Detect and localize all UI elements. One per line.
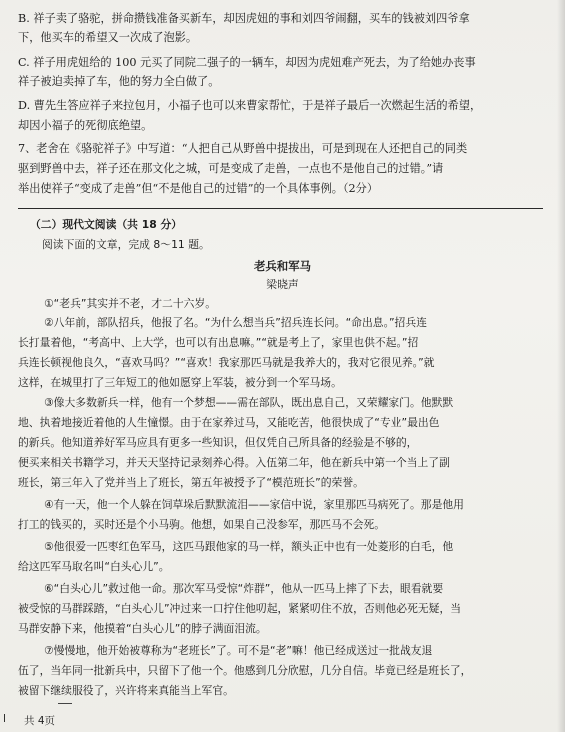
paragraph-line: 给这匹军马取名叫“白头心儿”。: [18, 560, 170, 573]
stray-mark: [58, 703, 72, 704]
paragraph-line: 地、执着地接近着他的人生憧憬。由于在家养过马，又能吃苦，他很快成了“专业”最出色: [18, 416, 440, 429]
paragraph-line: 班长，第三年入了党并当上了班长，第五年被授予了“模范班长”的荣誉。: [18, 476, 364, 489]
paragraph-line: 伍了，当年同一批新兵中，只留下了他一个。他感到几分欣慰，几分自信。毕竟已经是班长了，: [18, 664, 472, 677]
article-author: 梁晓声: [266, 278, 299, 291]
question-7-line-3: 举出使祥子“变成了走兽”但“不是他自己的过错”的一个具体事例。（2分）: [18, 182, 379, 195]
paragraph-line: 的新兵。他知道养好军马应具有更多一些知识，但仅凭自己所具备的经验是不够的，: [18, 436, 418, 449]
section-instruction: 阅读下面的文章，完成 8～11 题。: [42, 238, 210, 251]
paragraph-line: ③像大多数新兵一样，他有一个梦想——需在部队，既出息自己，又荣耀家门。他默默: [44, 396, 454, 409]
paragraph-line: 便买来相关书籍学习，并天天坚持记录刻养心得。入伍第二年，他在新兵中第一个当上了副: [18, 456, 450, 469]
paragraph-line: ⑥“白头心儿”救过他一命。那次军马受惊“炸群”，他从一匹马上摔了下去，眼看就要: [44, 582, 444, 595]
paragraph-line: ②八年前，部队招兵，他报了名。“为什么想当兵”招兵连长问。“命出息。”招兵连: [44, 316, 427, 329]
section-divider: [18, 208, 543, 209]
option-b-line-2: 下，他买车的希望又一次成了泡影。: [18, 31, 198, 44]
paragraph-line: ①“老兵”其实并不老，才二十六岁。: [44, 297, 217, 310]
paragraph-line: ⑦慢慢地，他开始被尊称为“老班长”了。可不是“老”嘛！他已经成送过一批战友退: [44, 644, 433, 657]
section-header: （二）现代文阅读（共 18 分）: [30, 218, 183, 231]
page-count: 共 4页: [24, 715, 56, 727]
paragraph-line: 兵连长顿视他良久，“喜欢马吗？”“喜欢！我家那匹马就是我养大的，我对它很见养。”就: [18, 356, 435, 369]
paragraph-line: 打工的钱买的，买时还是个小马驹。他想，如果自己没参军，那匹马不会死。: [18, 518, 386, 531]
paragraph-line: 被受惊的马群踩踏，“白头心儿”冲过来一口拧住他叨起，紧紧叨住不放，否则他必死无疑，当: [18, 602, 462, 615]
question-7-line-2: 驱到野兽中去，祥子还在那文化之城，可是变成了走兽，一点也不是他自己的过错。”请: [18, 162, 444, 175]
footer-left-mark: l: [3, 713, 6, 725]
article-title: 老兵和军马: [254, 259, 311, 273]
option-d-line-1: D. 曹先生答应祥子来拉包月，小福子也可以来曹家帮忙，于是祥子最后一次燃起生活的希望，: [18, 99, 482, 112]
question-7-line-1: 7、老舍在《骆驼祥子》中写道：“人把自己从野兽中提拔出，可是到现在人还把自己的同类: [18, 142, 468, 155]
paragraph-line: 长打量着他，“考高中、上大学，也可以有出息嘛。”“就是考上了，家里也供不起。”招: [18, 336, 419, 349]
paragraph-line: 这样，在城里打了三年短工的他如愿穿上军装，被分到一个军马场。: [18, 376, 342, 389]
paragraph-line: ④有一天，他一个人躲在饲草垛后默默流泪——家信中说，家里那匹马病死了。那是他用: [44, 498, 464, 511]
option-c-line-2: 祥子被迫卖掉了车，他的努力全白做了。: [18, 75, 220, 88]
paragraph-line: ⑤他很爱一匹枣红色军马，这匹马跟他家的马一样，额头正中也有一处菱形的白毛，他: [44, 540, 454, 553]
paragraph-line: 被留下继续服役了，兴许将来真能当上军官。: [18, 684, 234, 697]
option-b-line-1: B. 祥子卖了骆驼，拼命攒钱准备买新车，却因虎妞的事和刘四爷闹翻，买车的钱被刘四爷拿: [18, 12, 470, 25]
option-c-line-1: C. 祥子用虎妞给的 100 元买了同院二强子的一辆车，却因为虎妞难产死去，为了给她办丧事: [18, 56, 476, 69]
paragraph-line: 马群安静下来，他摸着“白头心儿”的脖子满面泪流。: [18, 622, 267, 635]
option-d-line-2: 却因小福子的死彻底绝望。: [18, 119, 153, 132]
page-edge-shadow: [557, 0, 565, 732]
